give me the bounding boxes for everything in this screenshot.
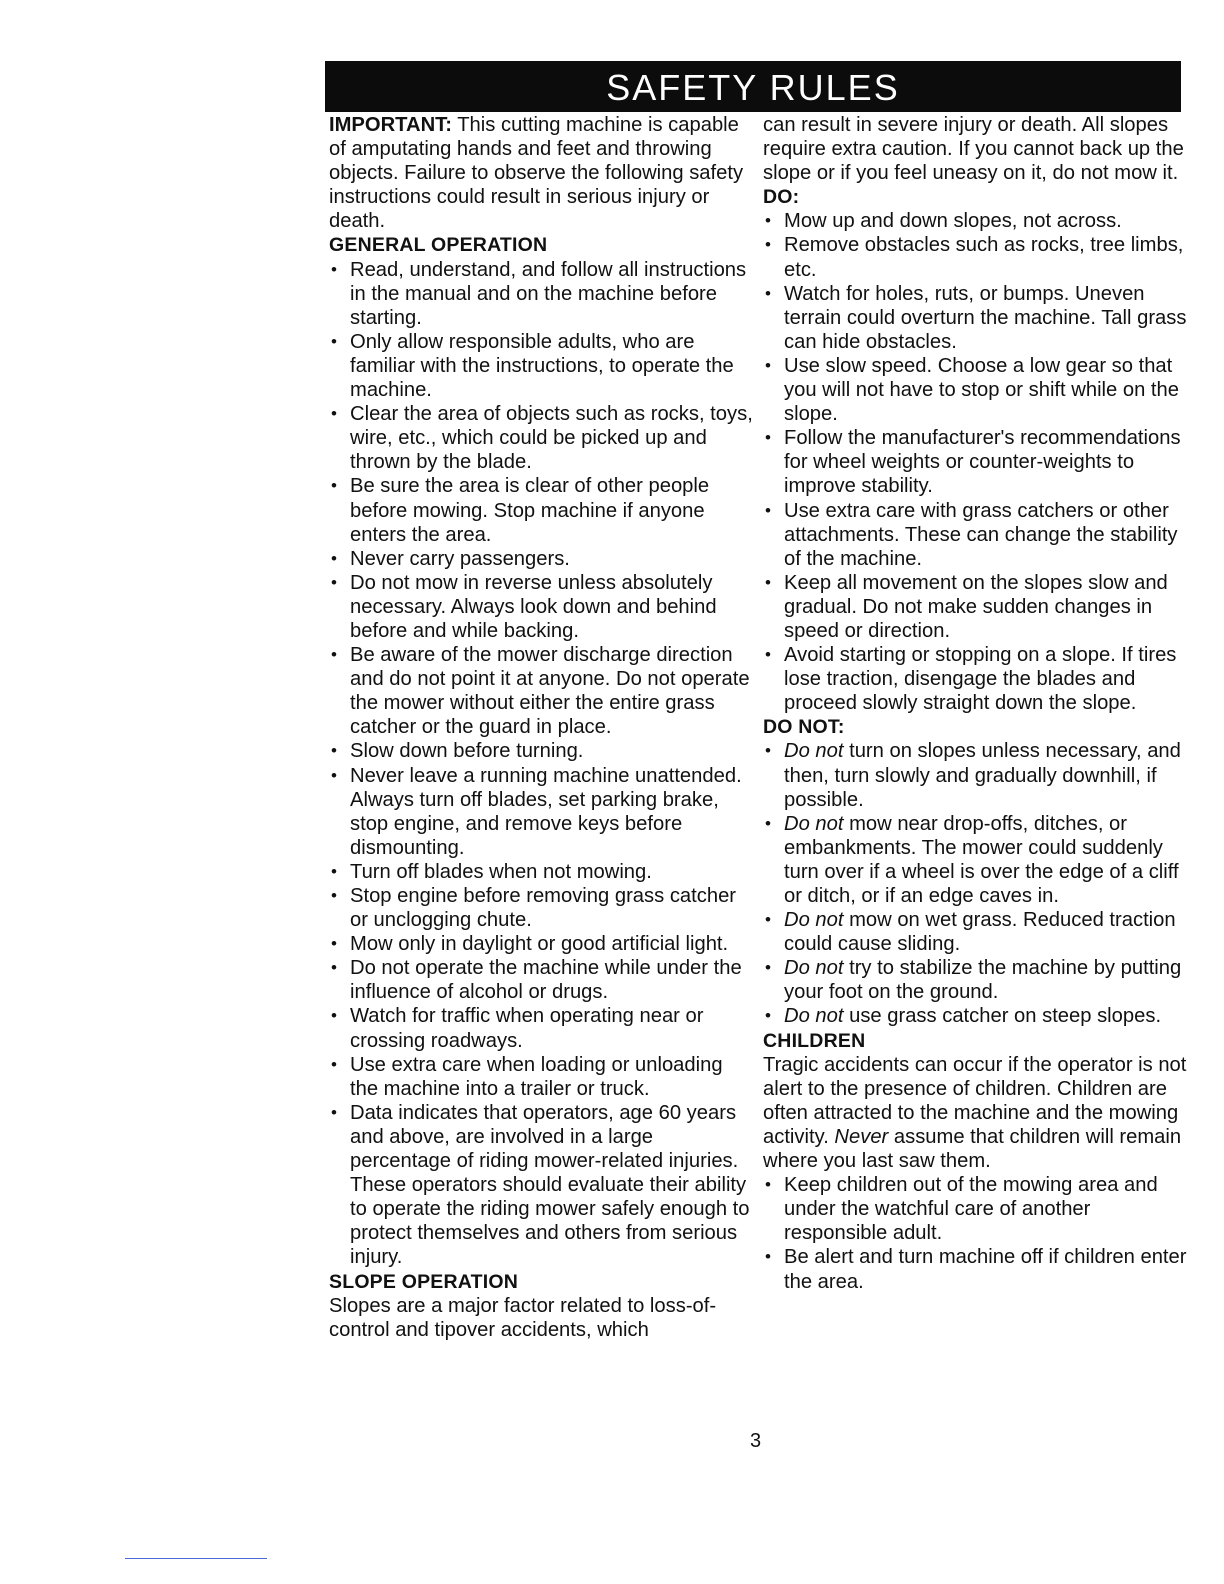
do-list	[763, 209, 1187, 715]
children-intro	[763, 1053, 1187, 1173]
do-not-emphasis: Do not	[784, 812, 844, 835]
do-not-emphasis: Do not	[784, 740, 844, 763]
do-heading: DO:	[763, 186, 800, 209]
do-not-heading: DO NOT:	[763, 716, 845, 739]
do-not-list	[763, 739, 1187, 1028]
list-item: • Watch for holes, ruts, or bumps. Uneven terrain could overturn the machine. Tall grass can hide obstacles.	[763, 282, 1187, 354]
slope-intro-right: can result in severe injury or death. All slopes require extra caution. If you cannot back up the slope or if you feel uneasy on it, do not mow it.	[763, 114, 1184, 185]
list-item	[763, 908, 1187, 956]
list-item	[763, 956, 1187, 1004]
list-item: • Stop engine before removing grass catcher or unclogging chute.	[329, 884, 753, 932]
do-not-emphasis: Do not	[784, 957, 844, 980]
slope-intro-left: Slopes are a major factor related to loss-of-control and tipover accidents, which	[329, 1294, 717, 1341]
list-item: • Do not operate the machine while under the influence of alcohol or drugs.	[329, 956, 753, 1004]
list-item	[763, 1004, 1187, 1028]
list-item: • Be aware of the mower discharge direction and do not point it at anyone. Do not operate the mower without either the entire grass catcher or the guard in place.	[329, 643, 753, 739]
list-item: • Slow down before turning.	[329, 739, 753, 763]
left-column	[329, 113, 753, 1342]
right-column	[763, 113, 1187, 1294]
list-item-text: try to stabilize the machine by putting your foot on the ground.	[784, 957, 1182, 1004]
list-item: • Read, understand, and follow all instructions in the manual and on the machine before starting.	[329, 258, 753, 330]
children-intro-a: Tragic accidents can occur if the operator is not alert to the presence of children. Children are often attracted to the machine and the mowing activity.	[763, 1053, 1187, 1148]
slope-operation-heading: SLOPE OPERATION	[329, 1270, 518, 1293]
children-intro-emphasis: Never	[834, 1125, 889, 1148]
list-item: • Mow up and down slopes, not across.	[763, 209, 1187, 233]
children-list	[763, 1173, 1187, 1293]
list-item: • Watch for traffic when operating near or crossing roadways.	[329, 1004, 753, 1052]
list-item-text: mow near drop-offs, ditches, or embankments. The mower could suddenly turn over if a wheel is over the edge of a cliff or ditch, or if an edge caves in.	[784, 812, 1179, 907]
important-label: IMPORTANT:	[329, 114, 452, 136]
list-item: • Avoid starting or stopping on a slope. If tires lose traction, disengage the blades and proceed slowly straight down the slope.	[763, 643, 1187, 715]
list-item: • Do not mow in reverse unless absolutely necessary. Always look down and behind before and while backing.	[329, 571, 753, 643]
list-item-text: mow on wet grass. Reduced traction could cause sliding.	[784, 909, 1176, 956]
list-item: • Keep all movement on the slopes slow and gradual. Do not make sudden changes in speed or direction.	[763, 571, 1187, 643]
list-item	[763, 739, 1187, 811]
list-item: • Never leave a running machine unattended. Always turn off blades, set parking brake, stop engine, and remove keys before dismounting.	[329, 764, 753, 860]
list-item: • Use slow speed. Choose a low gear so that you will not have to stop or shift while on the slope.	[763, 354, 1187, 426]
list-item: • Data indicates that operators, age 60 years and above, are involved in a large percentage of riding mower-related injuries. These operators should evaluate their ability to operate the riding mower safely enough to protect themselves and others from serious injury.	[329, 1101, 753, 1270]
important-text: This cutting machine is capable of amputating hands and feet and throwing objects. Failure to observe the following safety instructions could result in serious injury or death.	[329, 114, 744, 233]
list-item: • Turn off blades when not mowing.	[329, 860, 753, 884]
list-item-text: use grass catcher on steep slopes.	[843, 1005, 1162, 1028]
list-item: • Be alert and turn machine off if children enter the area.	[763, 1245, 1187, 1293]
list-item: • Use extra care with grass catchers or other attachments. These can change the stability of the machine.	[763, 499, 1187, 571]
do-not-emphasis: Do not	[784, 1005, 844, 1028]
list-item: • Keep children out of the mowing area and under the watchful care of another responsible adult.	[763, 1173, 1187, 1245]
list-item: • Never carry passengers.	[329, 547, 753, 571]
do-not-emphasis: Do not	[784, 909, 844, 932]
list-item: • Use extra care when loading or unloading the machine into a trailer or truck.	[329, 1053, 753, 1101]
page-number: 3	[750, 1430, 762, 1452]
list-item: • Be sure the area is clear of other people before mowing. Stop machine if anyone enters the area.	[329, 474, 753, 546]
list-item-text: turn on slopes unless necessary, and then, turn slowly and gradually downhill, if possible.	[784, 740, 1181, 811]
list-item: • Only allow responsible adults, who are familiar with the instructions, to operate the machine.	[329, 330, 753, 402]
children-heading: CHILDREN	[763, 1029, 866, 1052]
list-item: • Follow the manufacturer's recommendations for wheel weights or counter-weights to improve stability.	[763, 426, 1187, 498]
footer-divider	[125, 1558, 267, 1559]
children-intro-b: assume that children will remain where you last saw them.	[763, 1125, 1182, 1173]
general-operation-heading: GENERAL OPERATION	[329, 234, 548, 257]
list-item: • Remove obstacles such as rocks, tree limbs, etc.	[763, 233, 1187, 281]
important-notice	[329, 113, 753, 233]
list-item: • Clear the area of objects such as rocks, toys, wire, etc., which could be picked up and thrown by the blade.	[329, 402, 753, 474]
list-item	[763, 812, 1187, 908]
list-item: • Mow only in daylight or good artificial light.	[329, 932, 753, 956]
page-title: SAFETY RULES	[325, 61, 1181, 112]
general-operation-list	[329, 258, 753, 1270]
